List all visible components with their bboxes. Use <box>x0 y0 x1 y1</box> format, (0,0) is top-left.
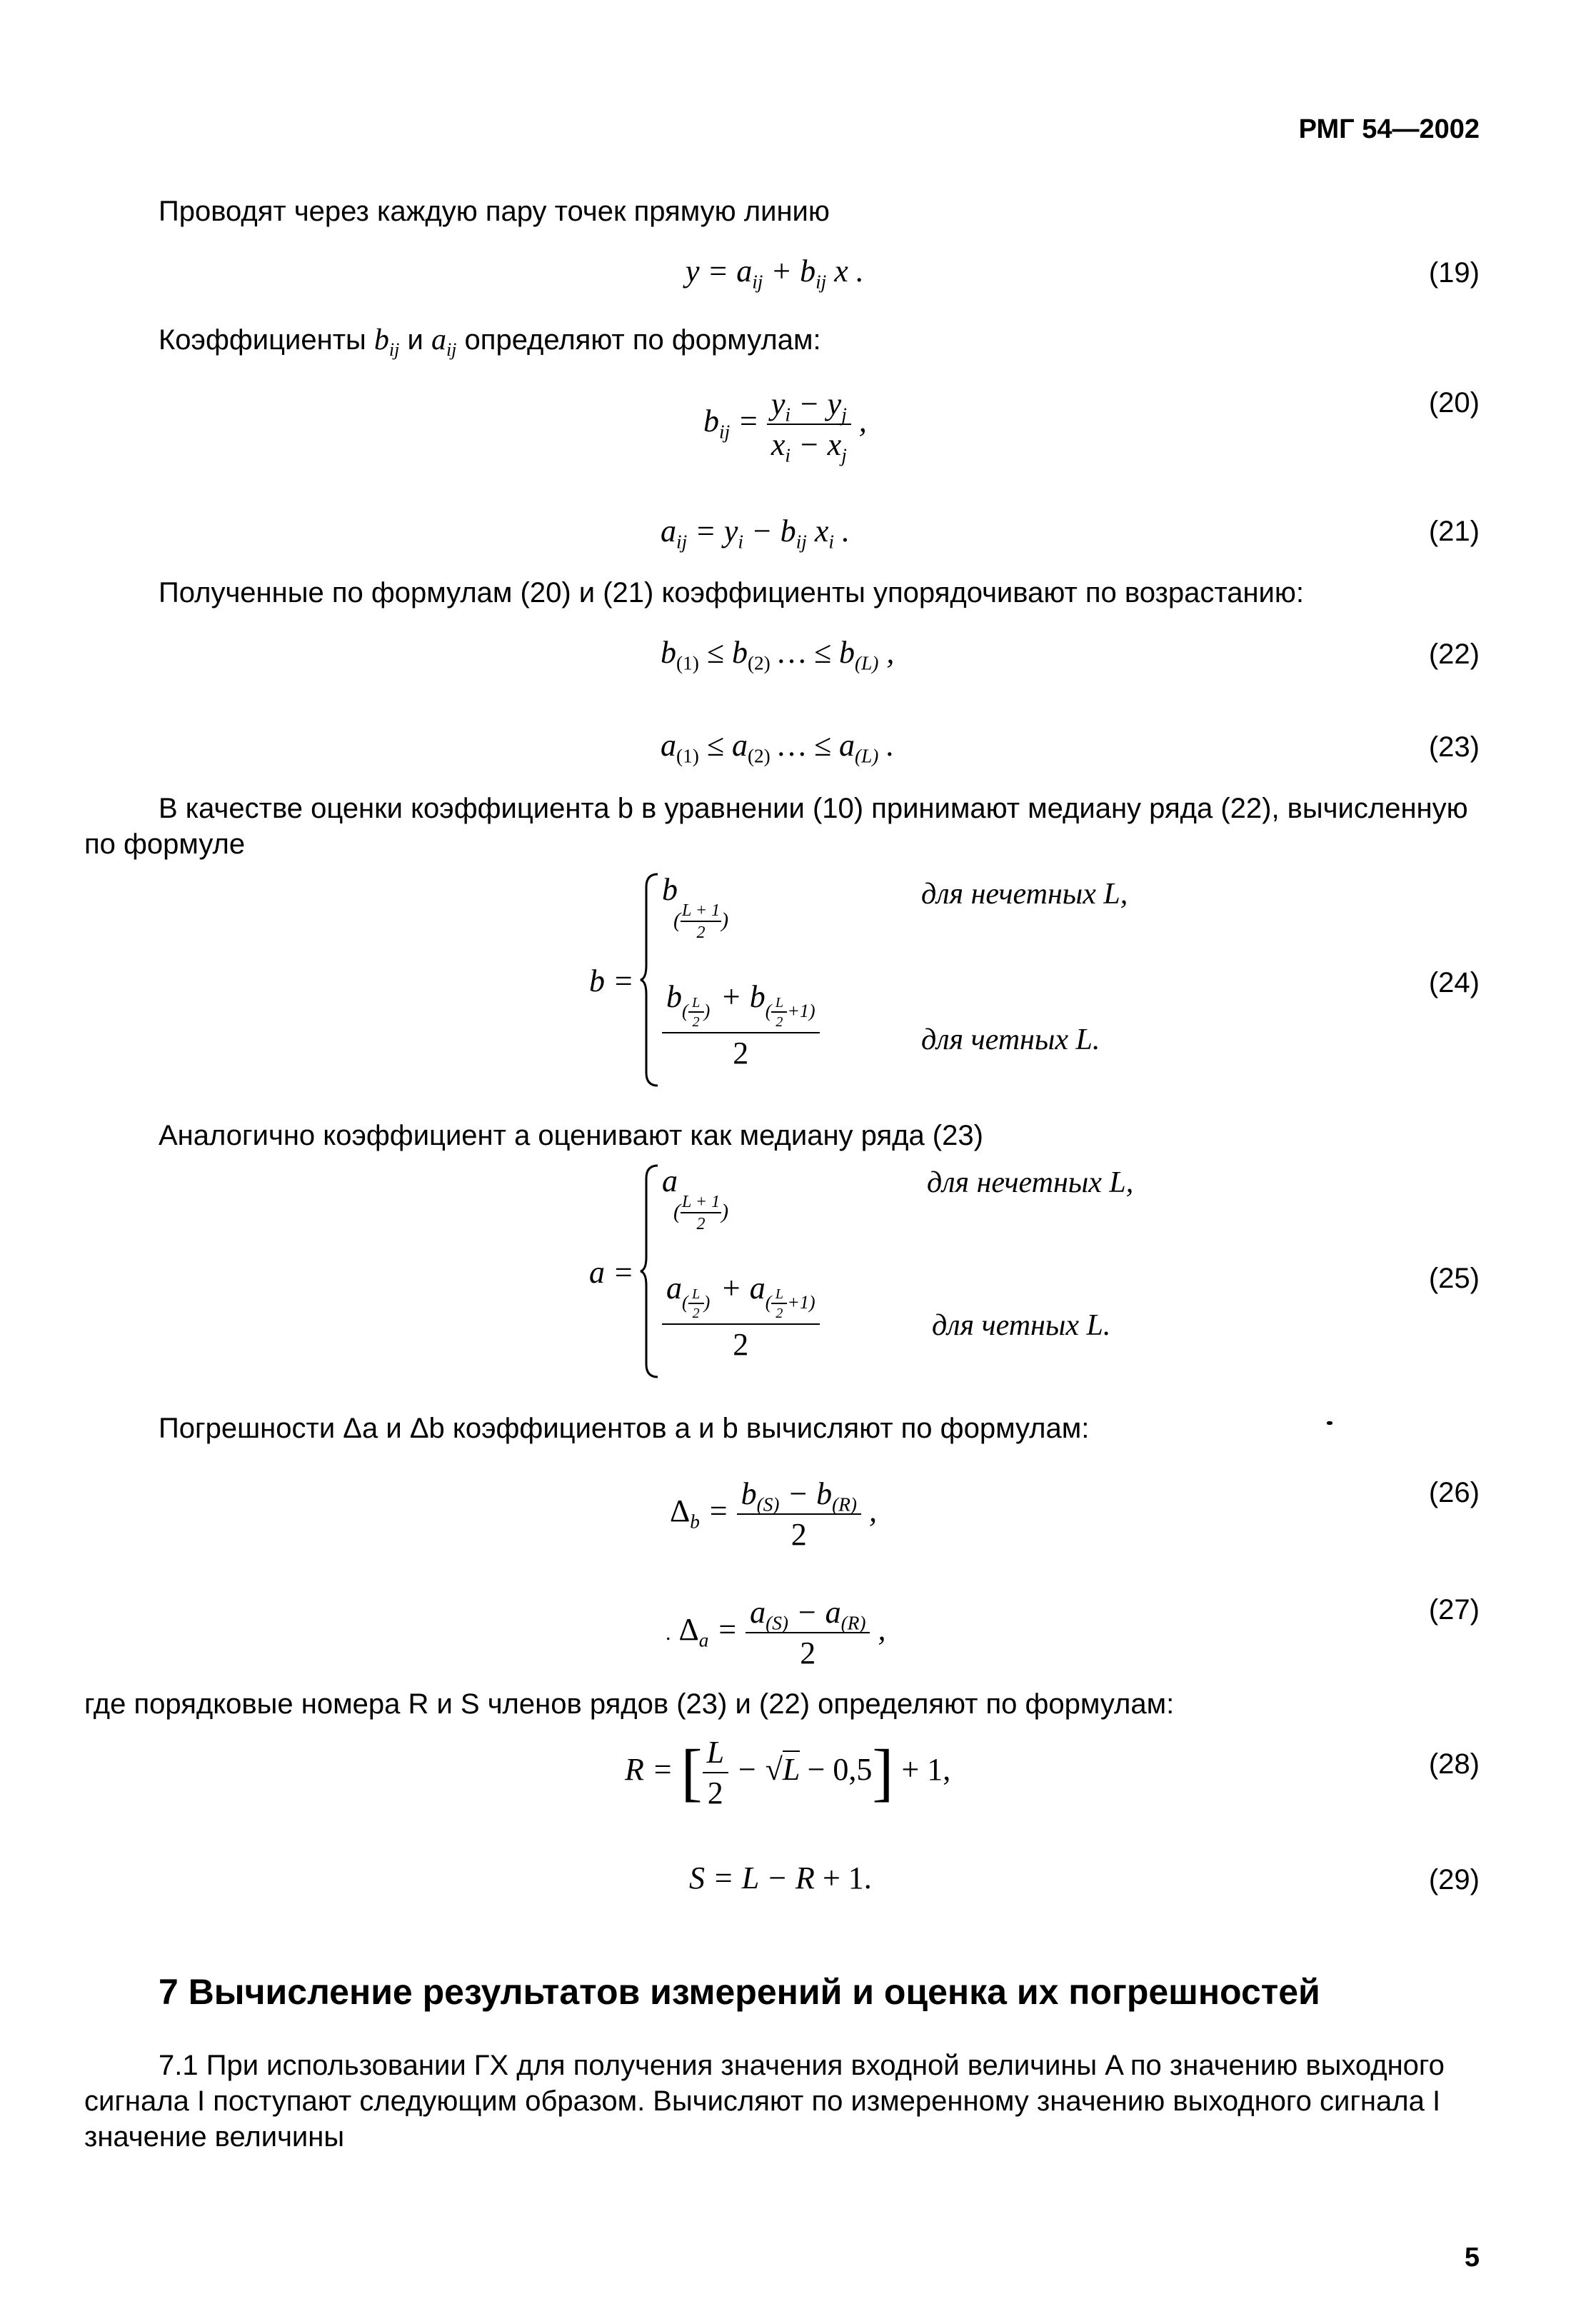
case-label-even-24: для четных L. <box>921 1023 1100 1056</box>
paragraph-errors: Погрешности Δa и Δb коэффициентов a и b вычисляют по формулам: <box>159 1413 1090 1444</box>
equation-number-26: (26) <box>1428 1477 1480 1508</box>
equation-number-21: (21) <box>1428 516 1480 547</box>
equation-number-22: (22) <box>1428 638 1480 670</box>
formula-24: b = b ( $\frac{L + 1}{2}$ ) $b_{( \frac{L}{2} )}$ + $b_{( \frac{L}{2} +1)}$ 2 <box>589 871 889 1107</box>
case-label-odd-24: для нечетных L, <box>921 878 1128 911</box>
equation-number-24: (24) <box>1428 967 1480 998</box>
paragraph-coefficients: Коэффициенты $b_{ij}$ и $a_{ij}$ определяют по формулам: <box>159 324 821 361</box>
formula-27: . $\Delta_a$ = $\frac{a_{(S)} - a_{(R)}}{2}$ , <box>666 1595 886 1671</box>
equation-number-23: (23) <box>1428 731 1480 763</box>
equation-number-27: (27) <box>1428 1594 1480 1626</box>
paragraph-median-b-line1: В качестве оценки коэффициента b в уравнении (10) принимают медиану ряда (22), вычисленную <box>159 793 1468 824</box>
paragraph-7-1-line3: значение величины <box>84 2121 345 2153</box>
case-label-even-25: для четных L. <box>932 1309 1111 1342</box>
formula-20: $b_{ij}$ = $\frac{y_i - y_j}{x_i - x_j}$ , <box>703 386 867 466</box>
formula-22: $b_{(1)} \le b_{(2)}$ … ≤ $b_{(L)}$ , <box>661 635 895 674</box>
page-number: 5 <box>1464 2243 1480 2273</box>
equation-number-29: (29) <box>1428 1864 1480 1895</box>
paragraph-median-a: Аналогично коэффициент a оценивают как медиану ряда (23) <box>159 1120 983 1151</box>
paragraph-median-b-line2: по формуле <box>84 828 246 860</box>
case-label-odd-25: для нечетных L, <box>927 1166 1134 1199</box>
paragraph-ordering: Полученные по формулам (20) и (21) коэффициенты упорядочивают по возрастанию: <box>159 577 1304 608</box>
left-brace-25 <box>639 1164 661 1378</box>
paragraph-order-numbers: где порядковые номера R и S членов рядов (23) и (22) определяют по формулам: <box>84 1688 1175 1720</box>
equation-number-20: (20) <box>1428 387 1480 419</box>
equation-number-19: (19) <box>1428 257 1480 289</box>
paragraph-7-1-line1: 7.1 При использовании ГХ для получения значения входной величины A по значению выходного <box>159 2050 1445 2081</box>
paragraph-7-1-line2: сигнала I поступают следующим образом. Вычисляют по измеренному значению выходного сигнала I <box>84 2085 1441 2117</box>
formula-21: $a_{ij} = y_i - b_{ij}$ $x_i$ . <box>661 514 850 553</box>
formula-29: S = L − R + 1. <box>689 1860 872 1895</box>
paragraph-line-through-points: Проводят через каждую пару точек прямую линию <box>159 196 830 227</box>
document-header: РМГ 54—2002 <box>1298 114 1480 144</box>
formula-25: a = a ( $\frac{L + 1}{2}$ ) $a_{( \frac{L}{2} )}$ + $a_{( \frac{L}{2} +1)}$ 2 <box>589 1163 889 1398</box>
formula-19: $y = a_{ij} + b_{ij}$ x . <box>686 254 864 293</box>
left-brace-24 <box>639 873 661 1087</box>
equation-number-28: (28) <box>1428 1748 1480 1780</box>
formula-26: $\Delta_b$ = $\frac{b_{(S)} - b_{(R)}}{2}$ , <box>670 1476 877 1552</box>
ink-speck <box>1327 1421 1332 1425</box>
formula-23: $a_{(1)} \le a_{(2)}$ … ≤ $a_{(L)}$ . <box>661 728 895 767</box>
formula-28: R = [ $\frac{L}{2}$ − √L − 0,5] + 1, <box>625 1735 951 1810</box>
equation-number-25: (25) <box>1428 1263 1480 1294</box>
section-heading: 7 Вычисление результатов измерений и оценка их погрешностей <box>159 1972 1320 2012</box>
